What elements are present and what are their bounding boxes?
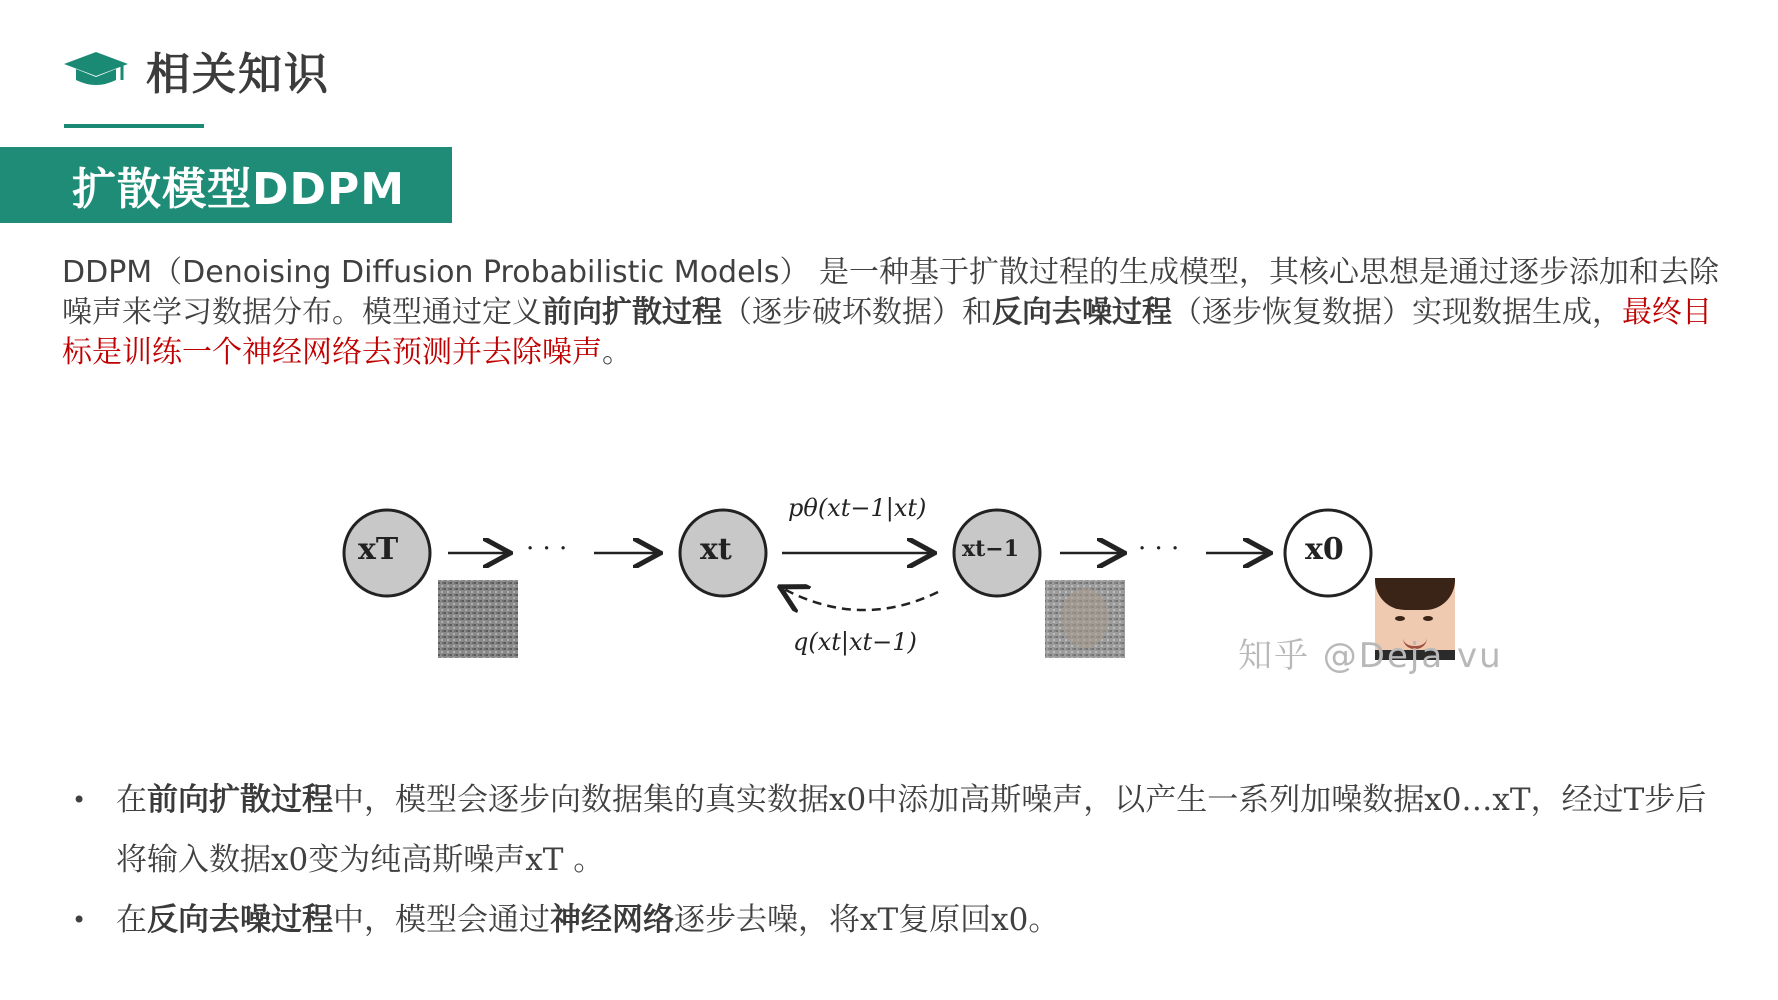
bullet-bold: 前向扩散过程 <box>147 782 333 818</box>
bullet-text: 变为纯高斯噪声 <box>308 842 526 878</box>
section-header <box>62 40 330 100</box>
bullet-text: 在 <box>116 902 147 938</box>
intro-bold-forward: 前向扩散过程 <box>542 295 722 330</box>
header-title: 相关知识 <box>146 49 330 100</box>
bullet-bold: 反向去噪过程 <box>147 902 333 938</box>
label-xT: xT <box>358 532 399 567</box>
dots-right: · · · <box>1138 534 1180 564</box>
bullet-bold: 神经网络 <box>550 902 674 938</box>
bullet-dot: • <box>72 786 87 814</box>
bullet-text: 中，模型会通过 <box>333 902 550 938</box>
intro-bold-reverse: 反向去噪过程 <box>992 295 1172 330</box>
noise-image-xT <box>438 580 518 658</box>
bullet-dot: • <box>72 906 87 934</box>
bullet-text: 步后将输入数据 <box>116 782 1707 878</box>
math-var: x0…xT <box>1424 782 1531 818</box>
header-underline <box>64 124 204 128</box>
bullet-list <box>72 770 1722 950</box>
intro-paragraph <box>62 253 1722 373</box>
bullet-forward <box>72 770 1722 890</box>
banner-title: 扩散模型DDPM <box>72 164 406 215</box>
bullet-text: 中添加高斯噪声，以产生一系列加噪数据 <box>866 782 1425 818</box>
ddpm-diagram <box>330 480 1520 690</box>
math-var: T <box>1623 782 1645 818</box>
intro-text-2: （逐步破坏数据）和 <box>722 295 992 330</box>
bullet-text: 在 <box>116 782 147 818</box>
math-var: x0 <box>991 902 1029 938</box>
watermark: 知乎 @Deja vu <box>1238 636 1503 676</box>
intro-highlight: 最终目标是训练一个神经网络去预测并去除噪声 <box>62 295 1712 370</box>
section-banner <box>0 147 452 223</box>
label-xt: xt <box>700 532 732 567</box>
bullet-text: 复原回 <box>898 902 992 938</box>
graduation-cap-icon <box>62 50 130 90</box>
math-var: x0 <box>271 842 309 878</box>
intro-text-3: （逐步恢复数据）实现数据生成， <box>1172 295 1622 330</box>
forward-label: q(xt|xt−1) <box>793 628 917 656</box>
bullet-text: 逐步去噪，将 <box>674 902 860 938</box>
dots-left: · · · <box>526 534 568 564</box>
math-var: xT <box>860 902 899 938</box>
intro-text-1: DDPM（Denoising Diffusion Probabilistic Models） 是一种基于扩散过程的生成模型，其核心思想是通过逐步添加和去除噪声来学习数据分布。模型通过定义 <box>62 255 1720 330</box>
arrow-q <box>782 588 938 610</box>
bullet-text: 。 <box>563 842 605 878</box>
bullet-text: ，经过 <box>1530 782 1624 818</box>
label-x0: x0 <box>1305 532 1344 567</box>
math-var: xT <box>525 842 564 878</box>
label-xt-1: xt−1 <box>962 536 1020 562</box>
bullet-text: 中，模型会逐步向数据集的真实数据 <box>333 782 829 818</box>
reverse-label: pθ(xt−1|xt) <box>788 494 927 522</box>
math-var: x0 <box>829 782 867 818</box>
bullet-reverse <box>72 890 1722 950</box>
bullet-text: 。 <box>1028 902 1060 938</box>
intro-end: 。 <box>602 335 632 370</box>
